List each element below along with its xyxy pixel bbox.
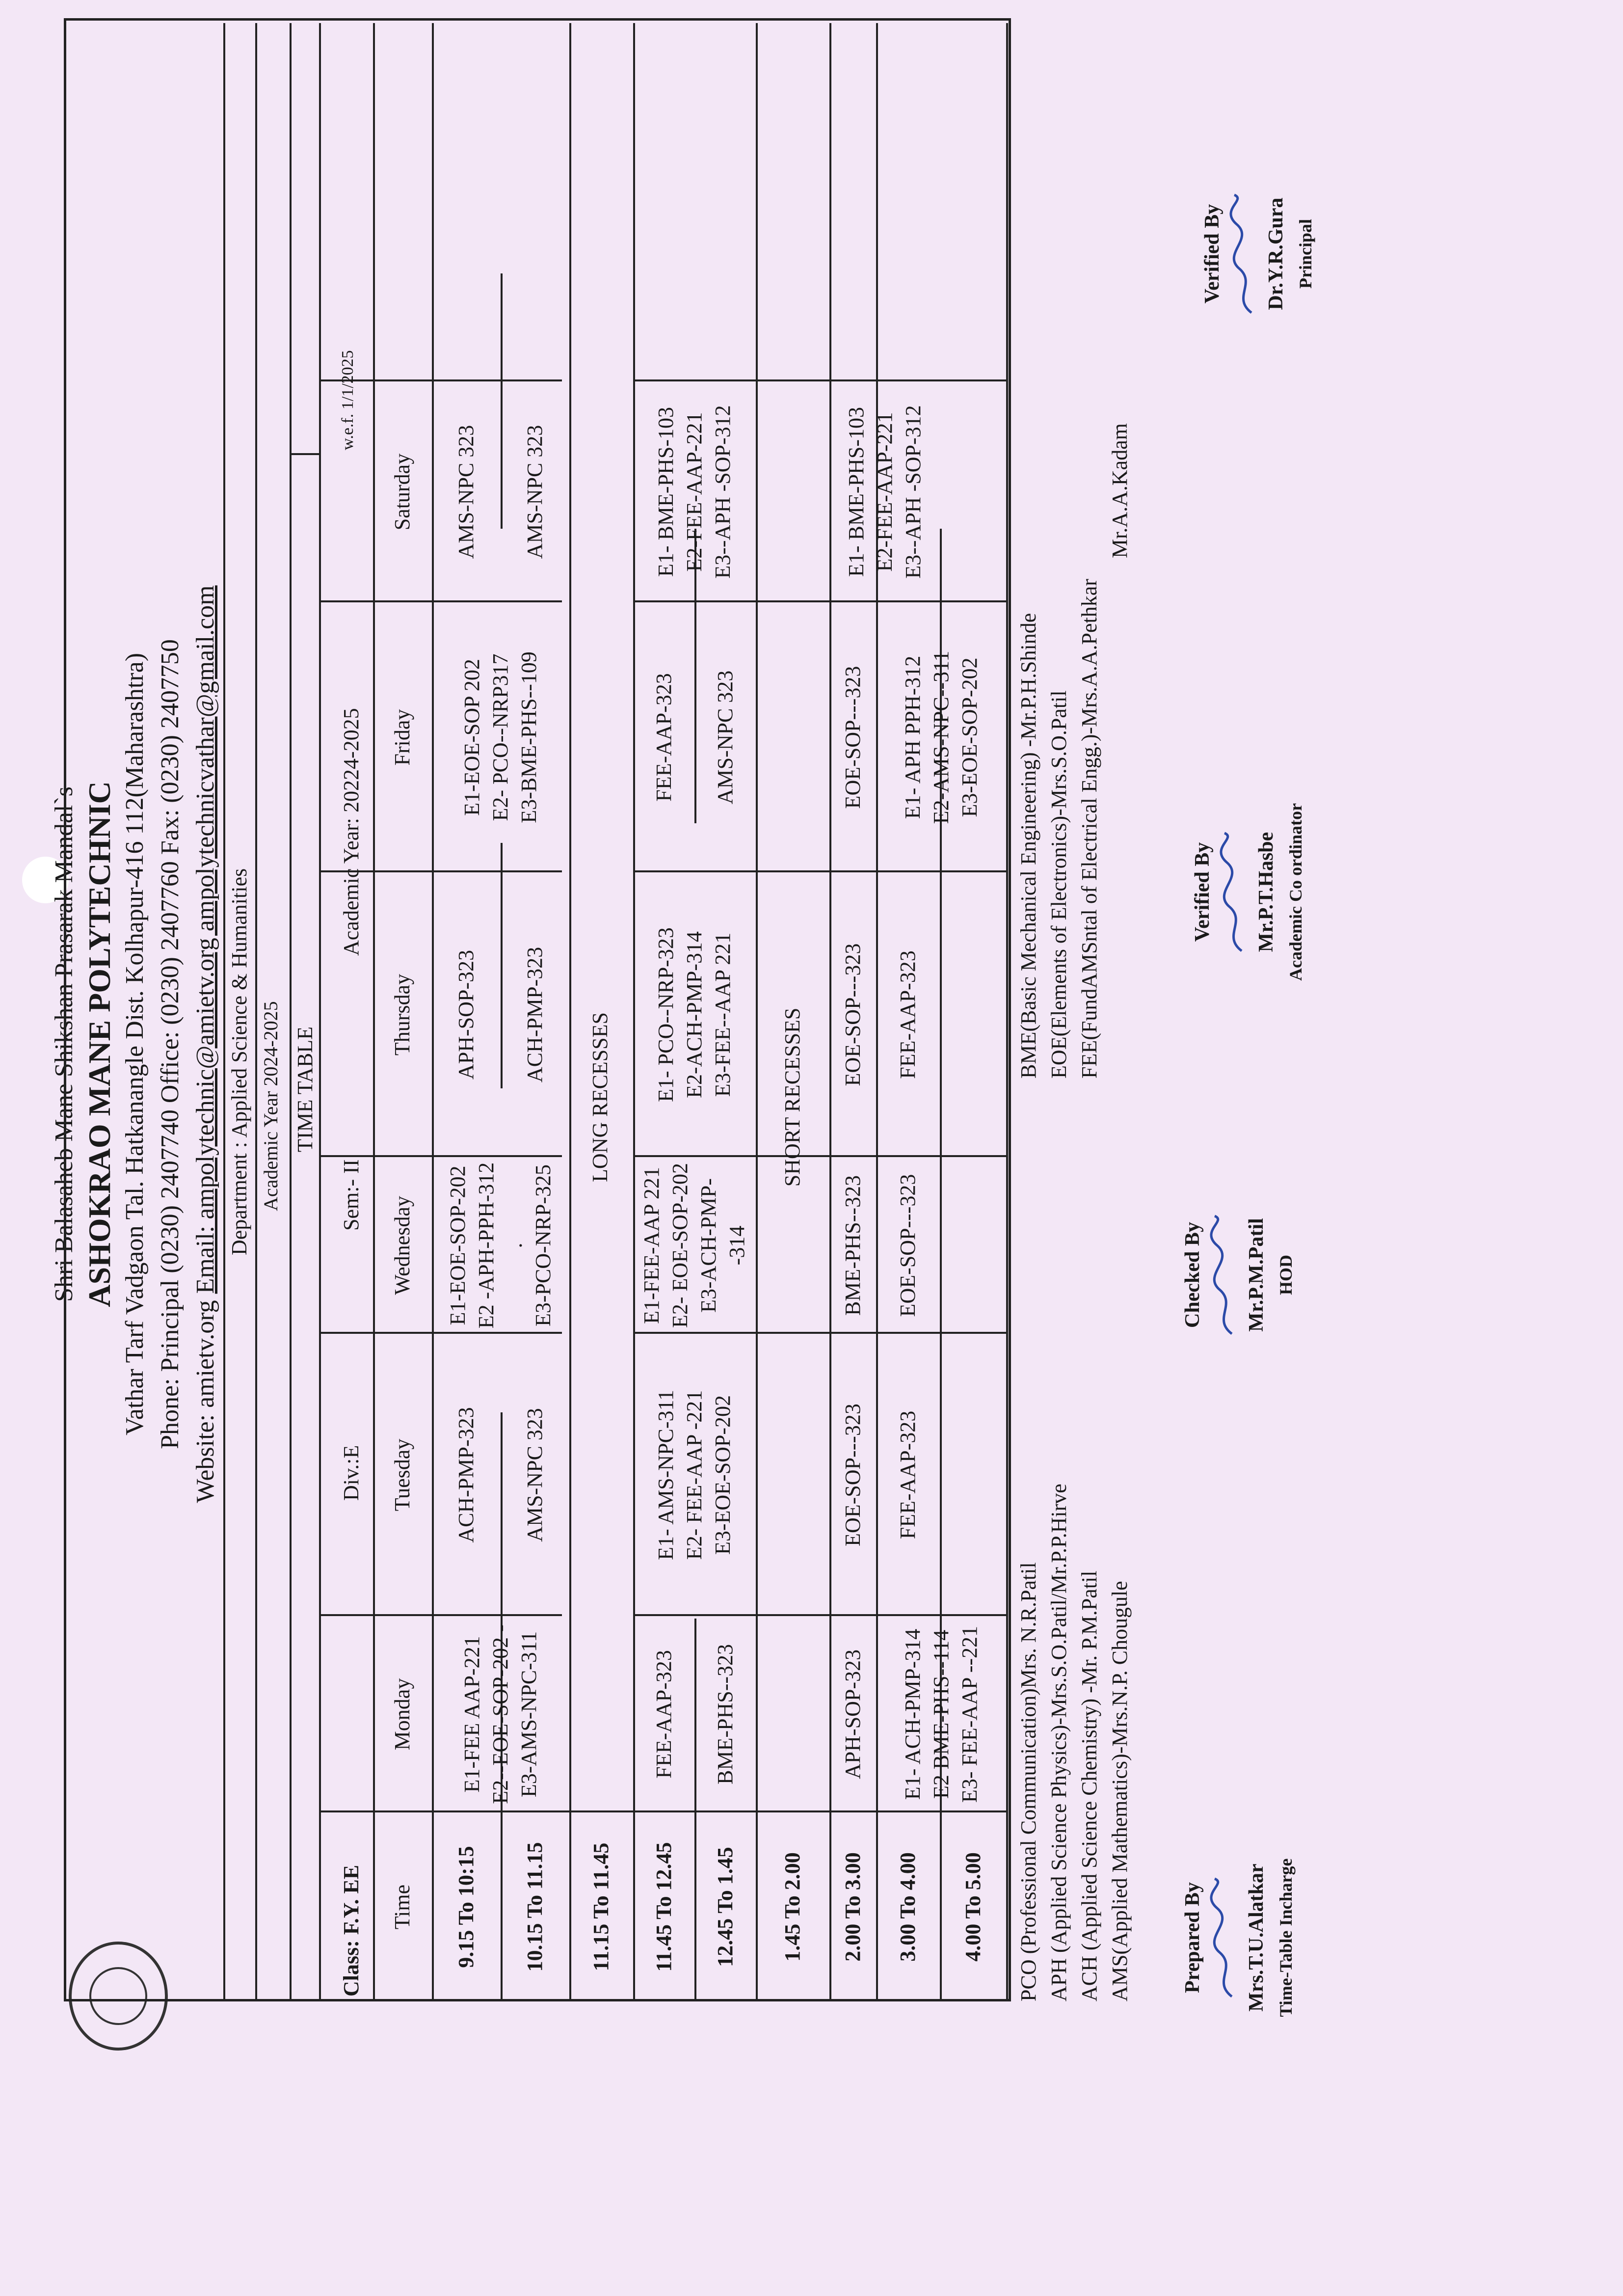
cell-text: EOE-SOP---323 (840, 1404, 865, 1546)
cell-text: E1-FEE-AAP 221 (639, 1167, 664, 1324)
cell-text: BME-PHS--323 (840, 1175, 865, 1316)
cell-text: 1.45 To 2.00 (780, 1852, 804, 1962)
legend-item: PCO (Professional Communication)Mrs. N.R.Patil (1016, 1562, 1040, 2001)
cell-text: 11.45 To 12.45 (651, 1842, 676, 1972)
cell-text: E1- AMS-NPC-311 (654, 1390, 678, 1560)
cell-text: E1- BME-PHS-103 (844, 407, 868, 577)
legend-item: FEE(FundAMSntal of Electrical Engg.)-Mrs.A.A.Pethkar (1077, 579, 1101, 1079)
trust-name: Shri Balasaheb Mane Shikshan Prasarak Mandal`s (50, 786, 78, 1302)
signature-role: Prepared By (1181, 1882, 1204, 1993)
cell-text: 2.00 To 3.00 (840, 1852, 865, 1962)
year-label: Academic Year: 20224-2025 (339, 708, 363, 956)
timetable-title: TIME TABLE (293, 1026, 317, 1152)
website-line: Website: amietv.org Email: ampolytechnic@amietv.org ampolytechnicvathar@gmail.com (191, 585, 219, 1503)
division-label: Div.:E (339, 1445, 363, 1501)
department: Department : Applied Science & Humanities (227, 868, 251, 1255)
cell-text: BME-PHS--323 (713, 1644, 737, 1785)
cell-text: E3-BME-PHS--109 (517, 651, 541, 823)
cell-text: APH-SOP-323 (840, 1649, 865, 1780)
legend-item: APH (Applied Science Physics)-Mrs.S.O.Patil/Mr.P.P.Hirve (1047, 1484, 1071, 2001)
cell-text: 11.15 To 11.45 (589, 1842, 613, 1972)
cell-text: 4.00 To 5.00 (960, 1852, 985, 1962)
cell-text: E3-EOE-SOP-202 (711, 1395, 735, 1555)
legend-item: ACH (Applied Science Chemistry) -Mr. P.M.Patil (1077, 1570, 1101, 2001)
signature-role: Checked By (1181, 1222, 1204, 1328)
cell-text: E2- EOE-SOP-202 (668, 1162, 692, 1328)
cell-text: LONG RECESSES (588, 1012, 612, 1182)
academic-year-label: Academic Year 2024-2025 (260, 1001, 282, 1211)
class-label: Class: F.Y. EE (339, 1864, 363, 1997)
cell-text: E3--APH -SOP-312 (901, 405, 925, 579)
col-header-time: Time (390, 1884, 414, 1930)
cell-text: E1-EOE-SOP 202 (460, 659, 484, 816)
semester-label: Sem:- II (339, 1159, 363, 1231)
cell-text: FEE-AAP-323 (896, 950, 920, 1079)
cell-text: E3- FEE-AAP --221 (957, 1625, 982, 1803)
col-header-tuesday: Tuesday (390, 1438, 414, 1512)
cell-text: FEE-AAP-323 (651, 1650, 676, 1779)
email: Email: ampolytechnic@amietv.org ampolytechnicvathar@gmail.com (191, 585, 219, 1294)
cell-text: ACH-PMP-323 (523, 946, 547, 1083)
cell-text: AMS-NPC 323 (454, 425, 478, 559)
signatory-name: Dr.Y.R.Gura (1265, 197, 1287, 310)
effective-date: w.e.f. 1/1/2025 (339, 350, 357, 450)
cell-text: AMS-NPC 323 (523, 1408, 547, 1542)
cell-text: E3-PCO-NRP-325 (531, 1164, 555, 1327)
signatory-name: Mr.P.M.Patil (1245, 1218, 1268, 1332)
cell-text: 12.45 To 1.45 (713, 1847, 737, 1967)
cell-text: E1- BME-PHS-103 (654, 407, 678, 577)
legend-item: AMS(Applied Mathematics)-Mrs.N.P. Chougule (1108, 1581, 1132, 2001)
cell-text: E2-ACH-PMP-314 (682, 931, 706, 1098)
cell-text: E3-EOE-SOP-202 (957, 657, 982, 817)
cell-text: E2-FEE-AAP-221 (682, 412, 706, 572)
cell-text: E2 BME-PHS--114 (929, 1629, 953, 1799)
col-header-thursday: Thursday (390, 973, 414, 1056)
signature-role: Verified By (1191, 842, 1214, 942)
col-header-friday: Friday (390, 709, 414, 766)
cell-text: 9.15 To 10:15 (454, 1846, 478, 1968)
cell-text: E2--EOE-SOP-202 - (488, 1624, 512, 1804)
col-header-monday: Monday (390, 1678, 414, 1751)
signatory-title: Academic Co ordinator (1286, 803, 1305, 981)
cell-text: E2-FEE-AAP-221 (872, 412, 897, 572)
cell-text: E3-AMS-NPC-311 (517, 1631, 541, 1798)
legend-item: Mr.A.A.Kadam (1108, 423, 1132, 558)
signature-role: Verified By (1201, 204, 1224, 304)
cell-text: AMS-NPC 323 (713, 670, 737, 805)
col-header-saturday: Saturday (390, 453, 414, 531)
cell-text: FEE-AAP-323 (651, 673, 676, 802)
cell-text: 3.00 To 4.00 (896, 1852, 920, 1962)
cell-text: EOE-SOP---323 (896, 1174, 920, 1317)
cell-text: E1-FEE AAP-221 (460, 1636, 484, 1793)
legend-item: EOE(Elements of Electronics)-Mrs.S.O.Patil (1047, 690, 1071, 1079)
signatory-name: Mrs.T.U.Alatkar (1245, 1864, 1268, 2012)
cell-text: E2- FEE-AAP -221 (682, 1390, 706, 1560)
signatory-name: Mr.P.T.Hasbe (1255, 832, 1277, 952)
signatory-title: Time-Table Incharge (1276, 1858, 1296, 2017)
cell-text: E2 -APH-PPH-312 . (474, 1162, 527, 1329)
cell-text: E1-EOE-SOP-202 (446, 1165, 470, 1325)
cell-text: 10.15 To 11.15 (523, 1842, 547, 1972)
institute-name: ASHOKRAO MANE POLYTECHNIC (82, 781, 117, 1307)
cell-text: FEE-AAP-323 (896, 1410, 920, 1540)
cell-text: E1- PCO--NRP-323 (654, 927, 678, 1102)
cell-text: EOE-SOP---323 (840, 943, 865, 1086)
cell-text: E1- ACH-PMP-314 (900, 1628, 925, 1800)
col-header-wednesday: Wednesday (390, 1196, 414, 1295)
phone: Phone: Principal (0230) 2407740 Office: (0230) 2407760 Fax: (0230) 2407750 (156, 639, 184, 1449)
cell-text: APH-SOP-323 (454, 949, 478, 1080)
signatory-title: Principal (1296, 219, 1315, 289)
signatory-title: HOD (1276, 1255, 1296, 1296)
cell-text: E3-FEE--AAP 221 (711, 932, 735, 1097)
legend-item: BME(Basic Mechanical Engineering) -Mr.P.H.Shinde (1016, 613, 1040, 1079)
cell-text: EOE-SOP---323 (840, 666, 865, 809)
cell-text: E3--APH -SOP-312 (711, 405, 735, 579)
cell-text: SHORT RECESSES (780, 1007, 804, 1187)
cell-text: E2- PCO--NRP317 (488, 653, 512, 821)
cell-text: AMS-NPC 323 (523, 425, 547, 559)
address: Vathar Tarf Vadgaon Tal. Hatkanangle Dist. Kolhapur-416 112(Maharashtra) (121, 652, 149, 1436)
cell-text: E1- APH PPH-312 (900, 655, 925, 819)
cell-text: E3-ACH-PMP--314 (696, 1178, 749, 1313)
cell-text: ACH-PMP-323 (454, 1407, 478, 1543)
cell-text: E2-AMS-NPC--311 (929, 650, 953, 824)
